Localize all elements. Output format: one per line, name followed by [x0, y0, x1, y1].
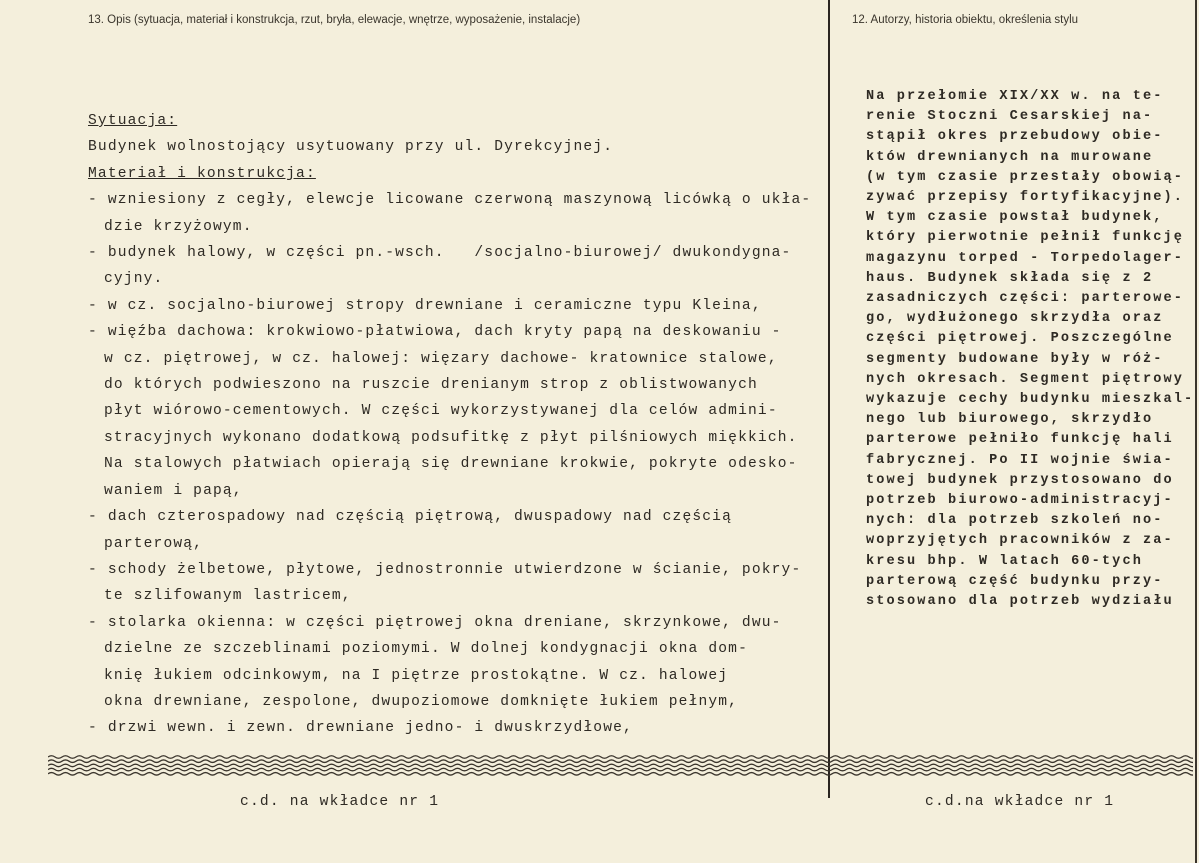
- text-line: Budynek wolnostojący usytuowany przy ul. Dyrekcyjnej.: [88, 139, 614, 156]
- text-line: - schody żelbetowe, płytowe, jednostronnie utwierdzone w ścianie, pokry-: [88, 561, 802, 578]
- text-line: okna drewniane, zespolone, dwupoziomowe domknięte łukiem pełnym,: [104, 693, 739, 710]
- text-line: segmenty budowane były w róż-: [866, 351, 1164, 367]
- text-line: magazynu torped - Torpedolager-: [866, 250, 1184, 266]
- text-line: W tym czasie powstał budynek,: [866, 210, 1164, 226]
- wavy-separator: [48, 754, 1193, 778]
- text-line: waniem i papą,: [104, 482, 243, 499]
- text-line: - więźba dachowa: krokwiowo-płatwiowa, dach kryty papą na deskowaniu -: [88, 324, 782, 341]
- text-line: stracyjnych wykonano dodatkową podsufitkę z płyt pilśniowych miękkich.: [104, 429, 798, 446]
- text-line: Na stalowych płatwiach opierają się drewniane krokwie, pokryte odesko-: [104, 456, 798, 473]
- continued-note-right: c.d.na wkładce nr 1: [925, 794, 1115, 810]
- text-line: - dach czterospadowy nad częścią piętrową, dwuspadowy nad częścią: [88, 509, 732, 526]
- section-heading: Materiał i konstrukcja:: [88, 165, 316, 182]
- text-line: stosowano dla potrzeb wydziału: [866, 594, 1174, 610]
- wave-line: [48, 756, 1193, 759]
- text-line: - w cz. socjalno-biurowej stropy drewniane i ceramiczne typu Kleina,: [88, 297, 762, 314]
- text-line: kresu bhp. W latach 60-tych: [866, 553, 1143, 569]
- text-line: fabrycznej. Po II wojnie świa-: [866, 452, 1174, 468]
- text-line: parterowe pełniło funkcję hali: [866, 432, 1174, 448]
- text-line: który pierwotnie pełnił funkcję: [866, 230, 1184, 246]
- text-line: cyjny.: [104, 271, 164, 288]
- text-line: haus. Budynek składa się z 2: [866, 270, 1154, 286]
- text-line: Na przełomie XIX/XX w. na te-: [866, 89, 1164, 104]
- text-line: dzielne ze szczeblinami poziomymi. W dolnej kondygnacji okna dom-: [104, 641, 748, 658]
- wave-line: [48, 764, 1193, 767]
- description-text: [88, 108, 833, 742]
- section-heading: Sytuacja:: [88, 113, 178, 129]
- text-line: wykazuje cechy budynku mieszkal-: [866, 392, 1195, 408]
- section-12-header: 12. Autorzy, historia obiektu, określenia stylu: [852, 14, 1079, 26]
- text-line: któw drewnianych na murowane: [866, 149, 1154, 165]
- text-line: go, wydłużonego skrzydła oraz: [866, 311, 1164, 327]
- text-line: - drzwi wewn. i zewn. drewniane jedno- i dwuskrzydłowe,: [88, 720, 633, 737]
- text-line: nych okresach. Segment piętrowy: [866, 371, 1184, 387]
- text-line: w cz. piętrowej, w cz. halowej: więzary dachowe- kratownice stalowe,: [104, 350, 778, 367]
- text-line: woprzyjętych pracowników z za-: [866, 533, 1174, 549]
- text-line: dzie krzyżowym.: [104, 218, 253, 235]
- page-border: [1195, 0, 1197, 863]
- text-line: knię łukiem odcinkowym, na I piętrze prostokątne. W cz. halowej: [104, 667, 729, 684]
- text-line: renie Stoczni Cesarskiej na-: [866, 109, 1154, 125]
- text-line: (w tym czasie przestały obowią-: [866, 169, 1184, 185]
- text-line: towej budynek przystosowano do: [866, 472, 1174, 488]
- text-line: nych: dla potrzeb szkoleń no-: [866, 513, 1164, 529]
- text-line: zywać przepisy fortyfikacyjne).: [866, 190, 1184, 206]
- section-13-header: 13. Opis (sytuacja, materiał i konstrukcja, rzut, bryła, elewacje, wnętrze, wyposażenie, instalacje): [88, 14, 581, 26]
- wave-line: [48, 773, 1193, 776]
- text-line: płyt wiórowo-cementowych. W części wykorzystywanej dla celów admini-: [104, 403, 778, 420]
- wave-line: [48, 760, 1193, 763]
- history-text: [866, 87, 1195, 612]
- text-line: potrzeb biurowo-administracyj-: [866, 493, 1174, 509]
- text-line: te szlifowanym lastricem,: [104, 588, 352, 605]
- text-line: zasadniczych części: parterowe-: [866, 291, 1184, 307]
- wave-line: [48, 768, 1193, 771]
- text-line: - wzniesiony z cegły, elewcje licowane czerwoną maszynową licówką o ukła-: [88, 192, 812, 209]
- text-line: parterową,: [104, 535, 204, 552]
- text-line: - budynek halowy, w części pn.-wsch. /socjalno-biurowej/ dwukondygna-: [88, 245, 792, 262]
- continued-note-left: c.d. na wkładce nr 1: [240, 794, 440, 810]
- text-line: stąpił okres przebudowy obie-: [866, 129, 1164, 145]
- text-line: parterową część budynku przy-: [866, 573, 1164, 589]
- text-line: do których podwieszono na ruszcie drenianym strop z oblistwowanych: [104, 377, 758, 394]
- text-line: nego lub biurowego, skrzydło: [866, 412, 1154, 428]
- text-line: części piętrowej. Poszczególne: [866, 331, 1174, 347]
- text-line: - stolarka okienna: w części piętrowej okna dreniane, skrzynkowe, dwu-: [88, 614, 782, 631]
